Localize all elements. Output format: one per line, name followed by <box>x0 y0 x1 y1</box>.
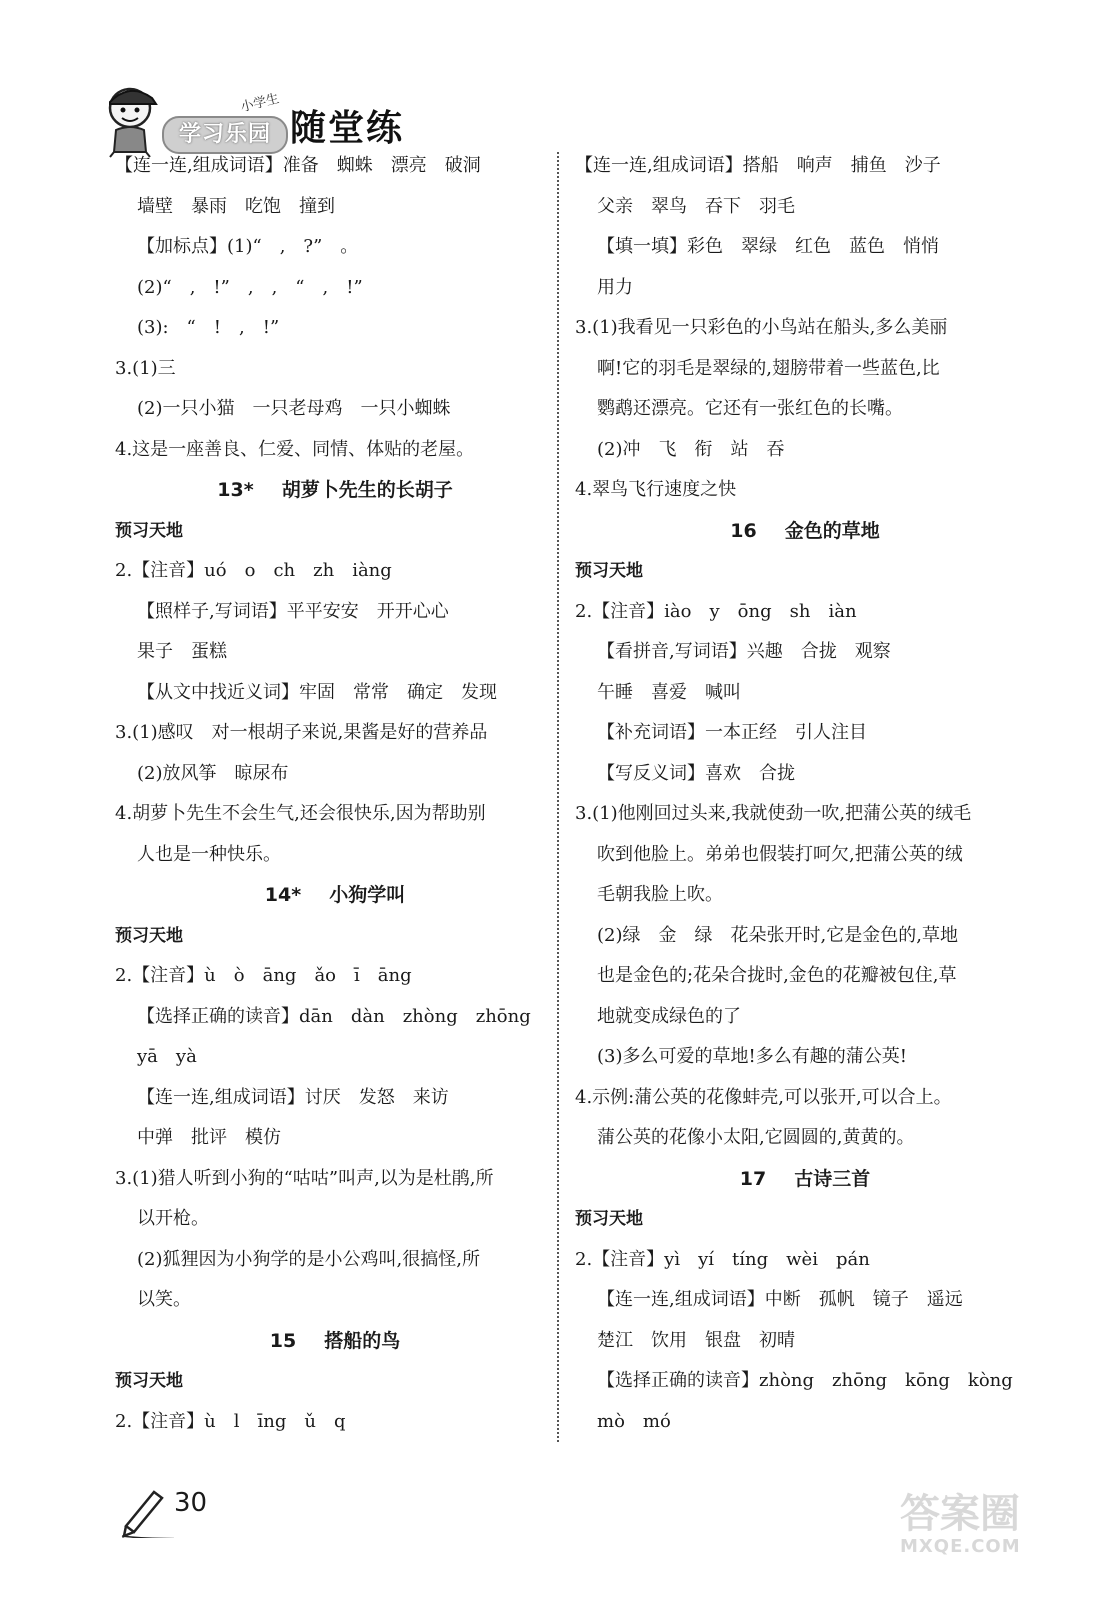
answer-line: 楚江 饮用 银盘 初晴 <box>597 1329 795 1351</box>
page-title: 随堂练 <box>290 107 405 149</box>
column-divider <box>557 152 559 1442</box>
answer-line: 4.示例:蒲公英的花像蚌壳,可以张开,可以合上。 <box>575 1086 952 1108</box>
answer-line: 3.(1)猎人听到小狗的“咕咕”叫声,以为是杜鹃,所 <box>115 1167 494 1189</box>
answer-line: (3): “ ! , !” <box>137 317 280 338</box>
lesson-title <box>115 1321 555 1362</box>
section-heading: 预习天地 <box>115 925 183 946</box>
pencil-icon <box>118 1482 174 1538</box>
section-heading: 预习天地 <box>575 1209 643 1229</box>
lesson-name: 古诗三首 <box>794 1167 871 1190</box>
answer-line: mò mó <box>597 1410 671 1432</box>
right-column <box>575 146 1035 1442</box>
lesson-name: 胡萝卜先生的长胡子 <box>281 479 453 501</box>
answer-line: (2)狐狸因为小狗学的是小公鸡叫,很搞怪,所 <box>137 1248 480 1270</box>
lesson-title <box>115 470 555 511</box>
section-heading: 预习天地 <box>115 520 183 541</box>
answer-line: (3)多么可爱的草地!多么有趣的蒲公英! <box>597 1046 907 1067</box>
watermark-title: 答案圈 <box>900 1491 1020 1537</box>
answer-line: 以笑。 <box>137 1289 191 1310</box>
section-heading: 预习天地 <box>115 1371 183 1391</box>
answer-line: 【选择正确的读音】zhòng zhōng kōng kòng <box>597 1370 1013 1391</box>
answer-line: 【看拼音,写词语】兴趣 合拢 观察 <box>597 641 891 662</box>
lesson-name: 金色的草地 <box>784 519 880 542</box>
answer-line: 3.(1)我看见一只彩色的小鸟站在船头,多么美丽 <box>575 317 948 338</box>
answer-line: 用力 <box>597 276 633 298</box>
section-heading: 预习天地 <box>575 561 643 581</box>
answer-line: 4.胡萝卜先生不会生气,还会很快乐,因为帮助别 <box>115 803 486 824</box>
left-column <box>115 146 555 1442</box>
answer-line: 3.(1)感叹 对一根胡子来说,果酱是好的营养品 <box>115 722 488 743</box>
answer-line: 【连一连,组成词语】准备 蜘蛛 漂亮 破洞 <box>115 155 481 176</box>
answer-line: 3.(1)三 <box>115 357 176 379</box>
answer-line: 蒲公英的花像小太阳,它圆圆的,黄黄的。 <box>597 1127 915 1148</box>
answer-line: 以开枪。 <box>137 1208 209 1229</box>
answer-line: 毛朝我脸上吹。 <box>597 884 723 905</box>
answer-line: 鹦鹉还漂亮。它还有一张红色的长嘴。 <box>597 398 903 419</box>
answer-line: 【连一连,组成词语】搭船 响声 捕鱼 沙子 <box>575 155 941 176</box>
answer-line: (2)“ , !” , , “ , !” <box>137 276 363 298</box>
lesson-title <box>575 1159 1035 1200</box>
answer-line: 【写反义词】喜欢 合拢 <box>597 762 795 784</box>
answer-line: 吹到他脸上。弟弟也假装打呵欠,把蒲公英的绒 <box>597 843 963 865</box>
lesson-number: 15 <box>269 1329 297 1352</box>
lesson-number: 17 <box>739 1167 767 1190</box>
answer-line: 【照样子,写词语】平平安安 开开心心 <box>137 600 449 622</box>
answer-line: 中弹 批评 模仿 <box>137 1127 281 1148</box>
lesson-name: 小狗学叫 <box>329 884 406 906</box>
lesson-title <box>115 875 555 916</box>
lesson-name: 搭船的鸟 <box>324 1329 401 1352</box>
answer-line: 4.这是一座善良、仁爱、同情、体贴的老屋。 <box>115 438 475 460</box>
answer-line: 【填一填】彩色 翠绿 红色 蓝色 悄悄 <box>597 236 939 257</box>
answer-line: 2.【注音】yì yí tíng wèi pán <box>575 1248 870 1270</box>
answer-line: 4.翠鸟飞行速度之快 <box>575 479 737 500</box>
answer-line: 2.【注音】iào y ōng sh iàn <box>575 600 857 622</box>
lesson-number: 13* <box>217 479 254 501</box>
answer-line: 果子 蛋糕 <box>137 641 227 662</box>
answer-line: 【从文中找近义词】牢固 常常 确定 发现 <box>137 681 497 703</box>
lesson-number: 14* <box>264 884 302 906</box>
answer-line: 3.(1)他刚回过头来,我就使劲一吹,把蒲公英的绒毛 <box>575 803 972 824</box>
answer-line: 【选择正确的读音】dān dàn zhòng zhōng <box>137 1005 531 1027</box>
lesson-title <box>575 511 1035 552</box>
answer-line: 2.【注音】ù l īng ǔ q <box>115 1410 346 1432</box>
answer-line: (2)一只小猫 一只老母鸡 一只小蜘蛛 <box>137 398 451 419</box>
answer-line: 【加标点】(1)“ , ?” 。 <box>137 236 359 257</box>
answer-line: 啊!它的羽毛是翠绿的,翅膀带着一些蓝色,比 <box>597 357 940 379</box>
answer-line: 2.【注音】ù ò āng ǎo ī āng <box>115 965 412 986</box>
page-footer <box>118 1482 238 1542</box>
answer-line: 2.【注音】uó o ch zh iàng <box>115 560 392 581</box>
page-number: 30 <box>174 1488 208 1518</box>
answer-line: (2)放风筝 晾尿布 <box>137 762 289 784</box>
answer-line: 也是金色的;花朵合拢时,金色的花瓣被包住,草 <box>597 965 957 986</box>
answer-line: 人也是一种快乐。 <box>137 843 281 865</box>
watermark <box>900 1492 1080 1572</box>
answer-line: 【连一连,组成词语】讨厌 发怒 来访 <box>137 1086 449 1108</box>
answer-line: 【连一连,组成词语】中断 孤帆 镜子 遥远 <box>597 1289 963 1310</box>
answer-line: 墙壁 暴雨 吃饱 撞到 <box>137 195 335 217</box>
answer-line: (2)绿 金 绿 花朵张开时,它是金色的,草地 <box>597 924 958 946</box>
watermark-url: MXQE.COM <box>900 1536 1021 1557</box>
brand-small-text: 小学生 <box>239 91 281 116</box>
brand-pill: 学习乐园 <box>162 116 288 154</box>
answer-line: 地就变成绿色的了 <box>597 1005 741 1027</box>
answer-line: 午睡 喜爱 喊叫 <box>597 681 741 703</box>
lesson-number: 16 <box>730 519 757 542</box>
answer-line: 【补充词语】一本正经 引人注目 <box>597 722 867 743</box>
answer-line: (2)冲 飞 衔 站 吞 <box>597 438 785 460</box>
answer-line: yā yà <box>137 1046 197 1067</box>
answer-line: 父亲 翠鸟 吞下 羽毛 <box>597 195 795 217</box>
